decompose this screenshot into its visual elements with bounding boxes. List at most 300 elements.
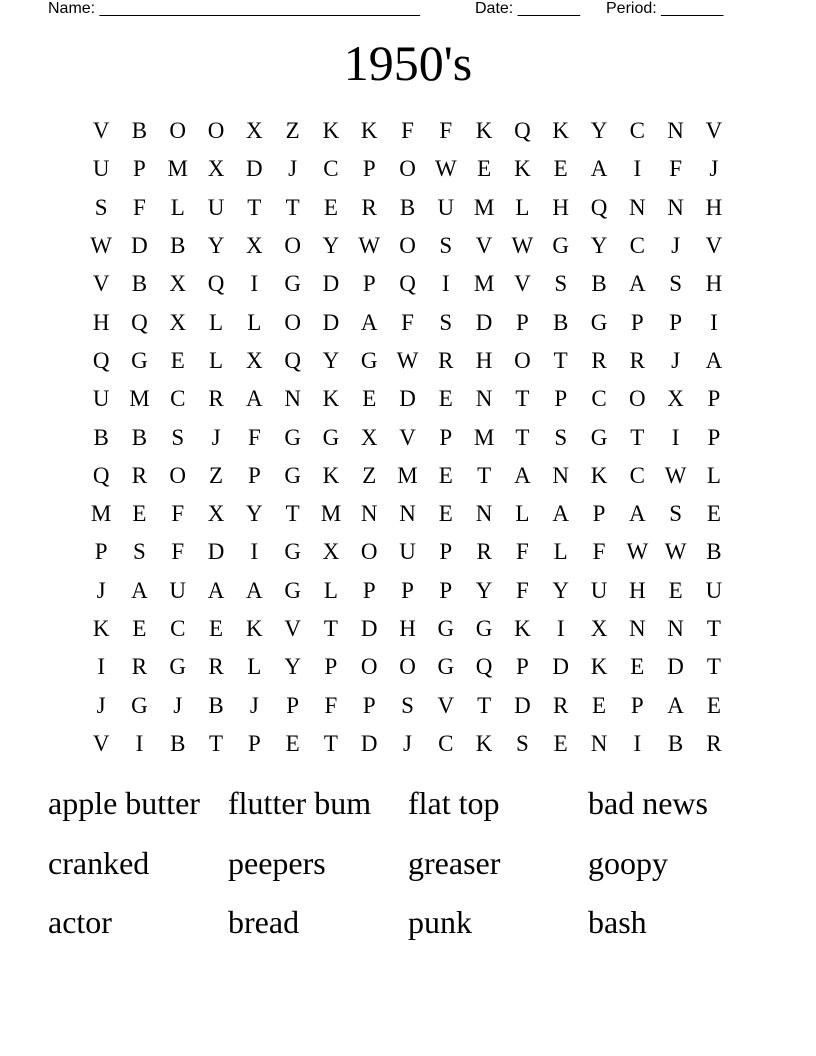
grid-letter: V: [705, 118, 723, 144]
grid-letter: D: [399, 386, 416, 412]
grid-letter: J: [96, 692, 106, 718]
grid-letter: R: [131, 462, 148, 488]
grid-letter: F: [133, 194, 146, 220]
grid-letter: B: [170, 730, 186, 756]
grid-letter: F: [516, 539, 529, 565]
grid-letter: S: [94, 194, 108, 220]
grid-letter: R: [438, 347, 454, 373]
grid-letter: Z: [362, 462, 377, 488]
grid-letter: A: [705, 347, 723, 373]
grid-letter: P: [324, 654, 338, 680]
grid-letter: O: [628, 386, 646, 412]
grid-letter: F: [592, 539, 606, 565]
grid-letter: E: [170, 347, 185, 373]
grid-letter: R: [629, 347, 645, 373]
word-list-item: punk: [408, 904, 472, 940]
grid-letter: T: [247, 194, 262, 220]
grid-letter: S: [554, 271, 568, 297]
word-list-item: flutter bum: [228, 785, 372, 821]
grid-letter: Q: [92, 347, 110, 373]
grid-letter: E: [438, 386, 453, 412]
grid-letter: X: [590, 616, 608, 641]
grid-letter: W: [358, 233, 381, 259]
grid-letter: Y: [590, 233, 608, 259]
period-field-label: Period: _______: [606, 0, 724, 17]
grid-letter: U: [169, 577, 187, 603]
worksheet-header: [48, 0, 768, 20]
grid-letter: T: [515, 386, 530, 412]
grid-letter: P: [439, 577, 453, 603]
grid-letter: L: [515, 194, 530, 220]
grid-letter: B: [667, 730, 684, 756]
grid-letter: G: [284, 539, 301, 565]
grid-letter: Y: [284, 654, 301, 680]
grid-letter: D: [360, 616, 378, 641]
grid-letter: X: [207, 501, 225, 527]
grid-letter: T: [706, 654, 721, 680]
grid-letter: N: [284, 386, 301, 412]
grid-letter: P: [707, 424, 721, 450]
grid-letter: P: [362, 156, 376, 182]
grid-letter: O: [284, 309, 301, 335]
grid-letter: Y: [322, 347, 340, 373]
grid-letter: E: [362, 386, 377, 412]
grid-letter: A: [246, 577, 263, 603]
grid-letter: C: [170, 616, 186, 641]
grid-letter: Y: [322, 233, 340, 259]
grid-letter: L: [515, 501, 530, 527]
grid-letter: E: [591, 692, 607, 718]
grid-letter: R: [553, 692, 569, 718]
grid-letter: H: [705, 271, 723, 297]
grid-letter: A: [628, 271, 646, 297]
grid-letter: L: [247, 309, 262, 335]
grid-letter: G: [590, 309, 608, 335]
grid-letter: G: [437, 616, 455, 641]
grid-letter: F: [247, 424, 261, 450]
grid-letter: D: [322, 309, 340, 335]
grid-letter: I: [710, 309, 718, 335]
grid-letter: A: [514, 462, 531, 488]
grid-letter: U: [399, 539, 416, 565]
grid-letter: O: [169, 118, 187, 144]
grid-letter: K: [552, 118, 570, 144]
grid-letter: E: [706, 501, 721, 527]
grid-letter: F: [171, 501, 185, 527]
grid-letter: U: [92, 156, 110, 182]
grid-letter: I: [556, 616, 565, 641]
grid-letter: T: [323, 616, 338, 641]
grid-letter: Z: [209, 462, 224, 488]
grid-letter: Y: [246, 501, 263, 527]
grid-letter: T: [515, 424, 530, 450]
grid-letter: P: [401, 577, 414, 603]
grid-letter: W: [664, 539, 687, 565]
grid-letter: O: [514, 347, 531, 373]
grid-letter: E: [132, 501, 147, 527]
grid-letter: S: [401, 692, 414, 718]
grid-letter: L: [706, 462, 721, 488]
grid-letter: A: [590, 156, 608, 182]
grid-letter: X: [246, 233, 263, 259]
grid-letter: V: [705, 233, 723, 259]
grid-letter: R: [361, 194, 377, 220]
grid-letter: P: [592, 501, 606, 527]
grid-letter: F: [401, 118, 414, 144]
grid-letter: Q: [92, 462, 110, 488]
grid-letter: Q: [207, 271, 225, 297]
grid-letter: B: [553, 309, 569, 335]
grid-letter: W: [511, 233, 534, 259]
grid-letter: S: [439, 309, 453, 335]
grid-letter: Q: [284, 347, 301, 373]
grid-letter: C: [170, 386, 186, 412]
grid-letter: C: [629, 233, 645, 259]
grid-letter: X: [169, 271, 187, 297]
grid-letter: K: [92, 616, 110, 641]
grid-letter: R: [208, 386, 224, 412]
grid-letter: P: [362, 271, 376, 297]
grid-letter: F: [669, 156, 682, 182]
grid-letter: D: [514, 692, 531, 718]
grid-letter: X: [246, 118, 263, 144]
grid-letter: N: [475, 501, 493, 527]
grid-letter: J: [249, 692, 259, 718]
grid-letter: J: [288, 156, 298, 182]
grid-letter: E: [132, 616, 147, 641]
word-list-item: goopy: [588, 844, 668, 881]
grid-letter: B: [591, 271, 607, 297]
grid-letter: J: [173, 692, 183, 718]
grid-letter: V: [92, 271, 110, 297]
grid-letter: H: [475, 347, 493, 373]
grid-letter: E: [209, 616, 224, 641]
grid-letter: D: [246, 156, 263, 182]
grid-letter: P: [554, 386, 568, 412]
grid-letter: Y: [590, 118, 608, 144]
grid-letter: P: [707, 386, 721, 412]
grid-letter: J: [671, 347, 681, 373]
grid-letter: G: [552, 233, 570, 259]
grid-letter: T: [209, 730, 224, 756]
grid-letter: B: [93, 424, 109, 450]
grid-letter: P: [286, 692, 300, 718]
grid-letter: N: [552, 462, 570, 488]
grid-letter: T: [285, 194, 300, 220]
grid-letter: C: [629, 118, 645, 144]
grid-letter: H: [92, 309, 110, 335]
grid-letter: A: [628, 501, 646, 527]
word-list-item: peepers: [228, 844, 326, 881]
grid-letter: G: [131, 692, 148, 718]
grid-letter: D: [360, 730, 378, 756]
word-list-item: greaser: [408, 844, 501, 881]
grid-letter: L: [170, 194, 185, 220]
grid-letter: P: [247, 730, 261, 756]
grid-letter: V: [92, 730, 110, 756]
grid-letter: E: [323, 194, 338, 220]
grid-letter: R: [476, 539, 492, 565]
grid-letter: Z: [285, 118, 300, 144]
grid-letter: D: [667, 654, 684, 680]
grid-letter: K: [322, 386, 340, 412]
grid-letter: M: [397, 462, 418, 488]
grid-letter: E: [477, 156, 492, 182]
grid-letter: O: [399, 233, 416, 259]
grid-letter: T: [477, 462, 492, 488]
grid-letter: L: [209, 309, 224, 335]
grid-letter: L: [553, 539, 568, 565]
grid-letter: O: [169, 462, 187, 488]
date-field-label: Date: _______: [475, 0, 580, 17]
grid-letter: M: [473, 271, 495, 297]
grid-letter: B: [208, 692, 224, 718]
grid-letter: T: [285, 501, 300, 527]
grid-letter: N: [667, 118, 684, 144]
grid-letter: B: [131, 271, 148, 297]
grid-letter: O: [399, 156, 416, 182]
grid-letter: K: [514, 616, 531, 641]
grid-letter: A: [360, 309, 378, 335]
grid-letter: D: [207, 539, 225, 565]
grid-letter: H: [399, 616, 416, 641]
grid-letter: X: [667, 386, 684, 412]
grid-letter: K: [475, 730, 493, 756]
grid-letter: S: [669, 501, 682, 527]
grid-letter: N: [667, 616, 684, 641]
grid-letter: G: [284, 271, 301, 297]
grid-letter: H: [552, 194, 570, 220]
grid-letter: Q: [131, 309, 148, 335]
grid-letter: E: [630, 654, 645, 680]
grid-letter: H: [705, 194, 723, 220]
grid-letter: R: [706, 730, 722, 756]
grid-letter: L: [247, 654, 262, 680]
grid-letter: U: [705, 577, 723, 603]
grid-letter: Q: [514, 118, 531, 144]
grid-letter: A: [207, 577, 225, 603]
word-list-item: bash: [588, 904, 647, 940]
grid-letter: R: [131, 654, 148, 680]
grid-letter: W: [434, 156, 457, 182]
grid-letter: G: [475, 616, 493, 641]
grid-letter: X: [322, 539, 340, 565]
grid-letter: V: [399, 424, 416, 450]
grid-letter: N: [628, 194, 646, 220]
grid-letter: F: [516, 577, 529, 603]
grid-letter: M: [320, 501, 342, 527]
grid-letter: N: [590, 730, 608, 756]
grid-letter: C: [591, 386, 607, 412]
grid-letter: S: [439, 233, 453, 259]
grid-letter: D: [475, 309, 493, 335]
grid-letter: P: [94, 539, 108, 565]
grid-letter: P: [362, 692, 376, 718]
grid-letter: G: [284, 462, 301, 488]
grid-letter: N: [360, 501, 378, 527]
word-list-item: flat top: [408, 785, 500, 821]
word-list-item: bad news: [588, 785, 708, 821]
grid-letter: P: [669, 309, 682, 335]
grid-letter: P: [630, 309, 644, 335]
grid-letter: W: [664, 462, 687, 488]
grid-letter: X: [246, 347, 263, 373]
grid-letter: P: [630, 692, 644, 718]
grid-letter: Y: [207, 233, 225, 259]
grid-letter: J: [403, 730, 412, 756]
grid-letter: D: [552, 654, 570, 680]
grid-letter: W: [90, 233, 112, 259]
grid-letter: J: [671, 233, 681, 259]
grid-letter: F: [439, 118, 453, 144]
grid-letter: G: [322, 424, 340, 450]
grid-letter: J: [96, 577, 106, 603]
grid-letter: S: [554, 424, 568, 450]
grid-letter: N: [667, 194, 684, 220]
grid-letter: N: [399, 501, 416, 527]
grid-letter: G: [284, 577, 301, 603]
grid-letter: C: [629, 462, 645, 488]
grid-letter: J: [211, 424, 221, 450]
word-list-item: cranked: [48, 844, 150, 881]
grid-letter: T: [706, 616, 721, 641]
grid-letter: G: [590, 424, 608, 450]
grid-letter: C: [438, 730, 454, 756]
grid-letter: L: [323, 577, 338, 603]
page-title: 1950's: [343, 35, 473, 91]
grid-letter: K: [514, 156, 531, 182]
grid-letter: M: [473, 194, 495, 220]
grid-letter: K: [322, 462, 340, 488]
grid-letter: N: [628, 616, 646, 641]
grid-letter: K: [590, 654, 608, 680]
grid-letter: F: [171, 539, 185, 565]
grid-letter: A: [552, 501, 570, 527]
grid-letter: U: [437, 194, 455, 220]
grid-letter: E: [438, 462, 453, 488]
grid-letter: G: [437, 654, 455, 680]
grid-letter: V: [437, 692, 455, 718]
grid-letter: G: [169, 654, 187, 680]
grid-letter: P: [439, 424, 453, 450]
grid-letter: P: [516, 654, 529, 680]
grid-letter: S: [516, 730, 529, 756]
grid-letter: E: [285, 730, 300, 756]
grid-letter: I: [671, 424, 680, 450]
grid-letter: V: [475, 233, 493, 259]
grid-letter: F: [324, 692, 338, 718]
grid-letter: I: [97, 654, 105, 680]
grid-letter: K: [475, 118, 493, 144]
grid-letter: A: [667, 692, 684, 718]
grid-letter: A: [131, 577, 148, 603]
grid-letter: O: [399, 654, 416, 680]
grid-letter: D: [131, 233, 148, 259]
grid-letter: E: [706, 692, 721, 718]
grid-letter: U: [590, 577, 608, 603]
grid-letter: E: [553, 156, 568, 182]
grid-letter: T: [630, 424, 645, 450]
grid-letter: S: [171, 424, 185, 450]
grid-letter: B: [399, 194, 416, 220]
grid-letter: N: [475, 386, 493, 412]
grid-letter: P: [516, 309, 529, 335]
grid-letter: Y: [475, 577, 493, 603]
grid-letter: F: [401, 309, 414, 335]
grid-letter: I: [441, 271, 450, 297]
grid-letter: K: [360, 118, 378, 144]
grid-letter: E: [668, 577, 683, 603]
grid-letter: B: [706, 539, 722, 565]
grid-letter: O: [360, 654, 378, 680]
grid-letter: U: [207, 194, 225, 220]
grid-letter: I: [633, 156, 642, 182]
grid-letter: T: [323, 730, 338, 756]
grid-letter: S: [669, 271, 682, 297]
grid-letter: P: [362, 577, 376, 603]
grid-letter: X: [169, 309, 187, 335]
grid-letter: U: [92, 386, 110, 412]
grid-letter: V: [92, 118, 110, 144]
grid-letter: M: [129, 386, 150, 412]
word-list-item: bread: [228, 904, 300, 940]
grid-letter: G: [284, 424, 301, 450]
grid-letter: O: [360, 539, 378, 565]
grid-letter: M: [90, 501, 112, 527]
grid-letter: Y: [552, 577, 570, 603]
grid-letter: B: [131, 424, 148, 450]
grid-letter: B: [170, 233, 186, 259]
grid-letter: R: [208, 654, 224, 680]
grid-letter: L: [209, 347, 224, 373]
grid-letter: P: [133, 156, 146, 182]
grid-letter: B: [131, 118, 148, 144]
grid-letter: K: [322, 118, 340, 144]
grid-letter: Q: [399, 271, 416, 297]
grid-letter: I: [633, 730, 642, 756]
grid-letter: J: [709, 156, 719, 182]
grid-letter: T: [477, 692, 492, 718]
grid-letter: X: [360, 424, 378, 450]
letter-grid: [82, 112, 733, 763]
grid-letter: I: [135, 730, 144, 756]
grid-letter: M: [473, 424, 495, 450]
grid-letter: G: [360, 347, 378, 373]
grid-letter: S: [133, 539, 146, 565]
grid-letter: K: [246, 616, 263, 641]
name-field-label: Name: ____________________________________: [48, 0, 420, 17]
grid-letter: A: [246, 386, 263, 412]
grid-letter: I: [250, 271, 259, 297]
grid-letter: P: [439, 539, 453, 565]
grid-letter: E: [553, 730, 568, 756]
grid-letter: O: [284, 233, 301, 259]
grid-letter: D: [322, 271, 340, 297]
grid-letter: R: [591, 347, 607, 373]
grid-letter: V: [514, 271, 531, 297]
grid-letter: H: [628, 577, 646, 603]
grid-letter: W: [626, 539, 649, 565]
grid-letter: P: [247, 462, 261, 488]
grid-letter: K: [590, 462, 608, 488]
grid-letter: C: [323, 156, 339, 182]
grid-letter: G: [131, 347, 148, 373]
grid-letter: W: [396, 347, 419, 373]
grid-letter: I: [250, 539, 259, 565]
grid-letter: M: [167, 156, 188, 182]
word-list-item: apple butter: [48, 785, 200, 821]
grid-letter: V: [284, 616, 301, 641]
